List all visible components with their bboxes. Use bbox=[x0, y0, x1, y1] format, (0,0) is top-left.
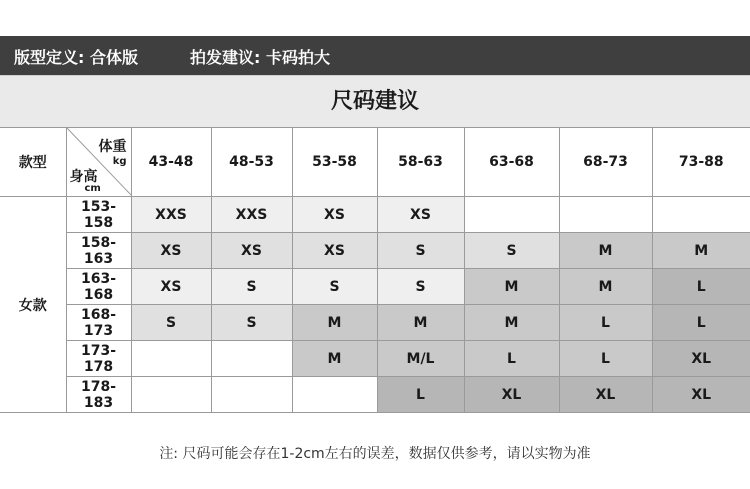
weight-range-header: 68-73 bbox=[559, 128, 652, 197]
fit-definition: 版型定义: 合体版 bbox=[14, 48, 138, 67]
header-row bbox=[0, 128, 750, 197]
size-cell: L bbox=[377, 377, 464, 413]
height-range-cell: 158-163 bbox=[66, 233, 131, 269]
height-label: 身高 bbox=[69, 169, 98, 185]
size-table bbox=[0, 127, 750, 413]
size-cell: XXS bbox=[131, 197, 211, 233]
size-cell: XS bbox=[377, 197, 464, 233]
size-cell: M bbox=[559, 233, 652, 269]
size-cell: S bbox=[377, 233, 464, 269]
size-cell: XL bbox=[464, 377, 559, 413]
weight-range-header: 48-53 bbox=[211, 128, 292, 197]
size-cell: XXS bbox=[211, 197, 292, 233]
size-cell: M bbox=[652, 233, 750, 269]
size-cell bbox=[559, 197, 652, 233]
size-cell: M bbox=[464, 269, 559, 305]
height-range-cell: 178-183 bbox=[66, 377, 131, 413]
size-cell: S bbox=[211, 269, 292, 305]
weight-range-header: 73-88 bbox=[652, 128, 750, 197]
size-cell: M bbox=[377, 305, 464, 341]
size-cell: S bbox=[131, 305, 211, 341]
size-cell bbox=[464, 197, 559, 233]
size-cell: M bbox=[292, 341, 377, 377]
style-header: 款型 bbox=[0, 128, 66, 197]
table-row bbox=[0, 233, 750, 269]
height-unit: cm bbox=[84, 183, 101, 194]
weight-range-header: 63-68 bbox=[464, 128, 559, 197]
size-cell: M bbox=[464, 305, 559, 341]
size-cell: XL bbox=[652, 341, 750, 377]
size-cell: XS bbox=[211, 233, 292, 269]
size-cell: M/L bbox=[377, 341, 464, 377]
corner-cell bbox=[66, 128, 131, 197]
size-cell bbox=[211, 377, 292, 413]
table-row bbox=[0, 269, 750, 305]
size-cell: L bbox=[652, 269, 750, 305]
header-bar bbox=[0, 36, 750, 75]
size-cell: XL bbox=[652, 377, 750, 413]
size-cell: L bbox=[652, 305, 750, 341]
size-cell bbox=[211, 341, 292, 377]
size-cell bbox=[131, 341, 211, 377]
weight-range-header: 58-63 bbox=[377, 128, 464, 197]
table-row bbox=[0, 377, 750, 413]
size-cell: XS bbox=[131, 269, 211, 305]
weight-range-header: 43-48 bbox=[131, 128, 211, 197]
chart-title: 尺码建议 bbox=[0, 75, 750, 127]
weight-label: 体重 bbox=[98, 139, 127, 155]
table-row bbox=[0, 341, 750, 377]
size-cell: M bbox=[559, 269, 652, 305]
size-cell: L bbox=[559, 305, 652, 341]
height-range-cell: 153-158 bbox=[66, 197, 131, 233]
size-cell: XS bbox=[131, 233, 211, 269]
table-row bbox=[0, 305, 750, 341]
size-cell: S bbox=[377, 269, 464, 305]
footnote: 注: 尺码可能会存在1-2cm左右的误差，数据仅供参考，请以实物为准 bbox=[159, 446, 591, 462]
size-cell: XS bbox=[292, 233, 377, 269]
height-range-cell: 168-173 bbox=[66, 305, 131, 341]
weight-unit: kg bbox=[112, 156, 127, 167]
size-cell: L bbox=[464, 341, 559, 377]
size-cell: M bbox=[292, 305, 377, 341]
size-cell bbox=[131, 377, 211, 413]
size-cell bbox=[652, 197, 750, 233]
size-advice: 拍发建议: 卡码拍大 bbox=[190, 48, 330, 67]
height-range-cell: 163-168 bbox=[66, 269, 131, 305]
weight-range-header: 53-58 bbox=[292, 128, 377, 197]
size-cell: S bbox=[464, 233, 559, 269]
size-cell: S bbox=[211, 305, 292, 341]
height-range-cell: 173-178 bbox=[66, 341, 131, 377]
table-row bbox=[0, 197, 750, 233]
size-cell: L bbox=[559, 341, 652, 377]
size-cell bbox=[292, 377, 377, 413]
category-cell: 女款 bbox=[0, 197, 66, 413]
size-cell: S bbox=[292, 269, 377, 305]
size-cell: XL bbox=[559, 377, 652, 413]
size-cell: XS bbox=[292, 197, 377, 233]
